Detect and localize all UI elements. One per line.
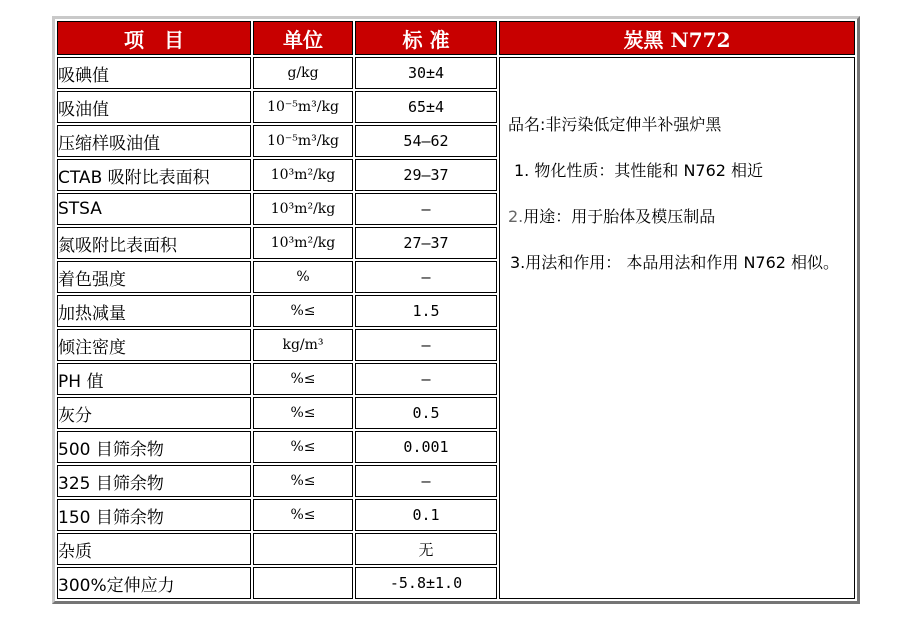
desc-name: 品名:非污染低定伸半补强炉黑 [508,115,722,134]
row-item: STSA [57,193,251,225]
row-standard: — [355,465,497,497]
table-row [57,57,855,89]
row-item: 灰分 [57,397,251,429]
product-description [499,57,855,599]
spec-table-container [52,16,860,614]
header-unit: 单位 [253,21,353,55]
row-standard: — [355,329,497,361]
row-unit: 10³m²/kg [253,193,353,225]
row-standard: 27—37 [355,227,497,259]
row-unit: % [253,261,353,293]
row-unit: 10⁻⁵m³/kg [253,91,353,123]
desc-usage [500,206,854,228]
row-item: 杂质 [57,533,251,565]
row-unit: 10³m²/kg [253,227,353,259]
row-standard: 无 [355,533,497,565]
row-standard: — [355,363,497,395]
row-item: 吸油值 [57,91,251,123]
row-unit [253,567,353,599]
row-unit [253,533,353,565]
row-unit: 10⁻⁵m³/kg [253,125,353,157]
row-standard: — [355,261,497,293]
row-item: 150 目筛余物 [57,499,251,531]
row-standard: 0.1 [355,499,497,531]
row-standard: 29—37 [355,159,497,191]
row-standard: 1.5 [355,295,497,327]
row-item: 着色强度 [57,261,251,293]
desc-method: 3.用法和作用： 本品用法和作用 N762 相似。 [510,253,840,272]
row-item: 325 目筛余物 [57,465,251,497]
table-header-row [57,21,855,55]
row-standard: 54—62 [355,125,497,157]
row-item: 氮吸附比表面积 [57,227,251,259]
row-standard: — [355,193,497,225]
desc-usage-text: 用途：用于胎体及模压制品 [523,207,716,226]
desc-usage-num: 2. [508,207,524,226]
header-item: 项 目 [57,21,251,55]
row-unit: g/kg [253,57,353,89]
row-unit: %≤ [253,499,353,531]
spec-table [52,16,860,604]
row-item: 加热减量 [57,295,251,327]
row-item: 倾注密度 [57,329,251,361]
row-unit: %≤ [253,363,353,395]
desc-properties: 1. 物化性质：其性能和 N762 相近 [514,161,764,180]
header-standard: 标 准 [355,21,497,55]
row-item: PH 值 [57,363,251,395]
header-product: 炭黑 N772 [499,21,855,55]
row-standard: 30±4 [355,57,497,89]
row-item: 300%定伸应力 [57,567,251,599]
row-unit: kg/m³ [253,329,353,361]
row-unit: %≤ [253,431,353,463]
row-item: 压缩样吸油值 [57,125,251,157]
row-item: CTAB 吸附比表面积 [57,159,251,191]
row-standard: 0.001 [355,431,497,463]
row-unit: %≤ [253,397,353,429]
row-unit: 10³m²/kg [253,159,353,191]
row-unit: %≤ [253,295,353,327]
row-standard: 0.5 [355,397,497,429]
row-standard: 65±4 [355,91,497,123]
row-item: 吸碘值 [57,57,251,89]
row-unit: %≤ [253,465,353,497]
row-standard: -5.8±1.0 [355,567,497,599]
row-item: 500 目筛余物 [57,431,251,463]
